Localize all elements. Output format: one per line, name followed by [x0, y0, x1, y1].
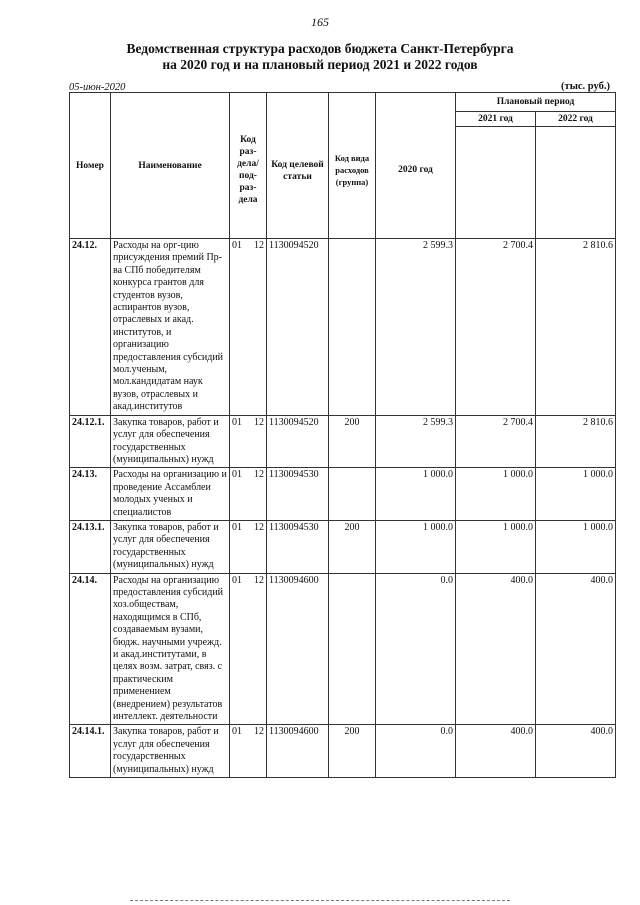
page-number: 165: [311, 15, 329, 29]
table-row: [70, 725, 616, 778]
row-name: Расходы на организацию и проведение Ассамблеи молодых ученых и специалистов: [111, 468, 230, 521]
razdel-code: 01: [232, 574, 242, 586]
header-2021: 2021 год: [456, 112, 536, 127]
row-2021: 1 000.0: [456, 468, 536, 521]
row-kcs: 1130094520: [267, 239, 329, 416]
row-number: 24.12.1.: [70, 415, 111, 468]
row-2020: 0.0: [376, 725, 456, 778]
row-number: 24.13.1.: [70, 520, 111, 573]
row-kcs: 1130094530: [267, 468, 329, 521]
table-row: [70, 239, 616, 416]
table-row: [70, 520, 616, 573]
row-kcs: 1130094600: [267, 725, 329, 778]
row-2022: 1 000.0: [536, 468, 616, 521]
razdel-code: 01: [232, 469, 242, 481]
row-razdel: [230, 520, 267, 573]
row-2022: 1 000.0: [536, 520, 616, 573]
row-name: Закупка товаров, работ и услуг для обеспечения государственных (муниципальных) нужд: [111, 725, 230, 778]
header-2020: 2020 год: [376, 93, 456, 239]
row-kvr: [329, 573, 376, 725]
row-kvr: [329, 468, 376, 521]
row-kvr: 200: [329, 415, 376, 468]
footer-divider: [130, 900, 510, 902]
razdel-code: 01: [232, 416, 242, 428]
subrazdel-code: 12: [254, 416, 264, 428]
row-2020: 0.0: [376, 573, 456, 725]
table-row: [70, 468, 616, 521]
row-kvr: [329, 239, 376, 416]
subrazdel-code: 12: [254, 574, 264, 586]
row-2021: 1 000.0: [456, 520, 536, 573]
units-label: (тыс. руб.): [561, 81, 610, 92]
razdel-code: 01: [232, 521, 242, 533]
header-row-1: [70, 93, 616, 112]
row-2022: 400.0: [536, 573, 616, 725]
subrazdel-code: 12: [254, 726, 264, 738]
row-name: Закупка товаров, работ и услуг для обеспечения государственных (муниципальных) нужд: [111, 520, 230, 573]
razdel-code: 01: [232, 726, 242, 738]
row-2020: 1 000.0: [376, 468, 456, 521]
table-row: [70, 573, 616, 725]
header-name: Наименование: [111, 93, 230, 239]
header-kvr: Код вида расходов (группа): [329, 93, 376, 239]
row-2021: 400.0: [456, 725, 536, 778]
row-name: Закупка товаров, работ и услуг для обеспечения государственных (муниципальных) нужд: [111, 415, 230, 468]
row-kcs: 1130094520: [267, 415, 329, 468]
header-number: Номер: [70, 93, 111, 239]
budget-table: [69, 92, 616, 778]
table-row: [70, 415, 616, 468]
row-razdel: [230, 573, 267, 725]
title-line-1: Ведомственная структура расходов бюджета Санкт-Петербурга: [126, 41, 514, 56]
subrazdel-code: 12: [254, 240, 264, 251]
row-2020: 2 599.3: [376, 415, 456, 468]
row-2021: 2 700.4: [456, 239, 536, 416]
header-planned-period: Плановый период: [456, 93, 616, 112]
document-title: [0, 41, 640, 73]
row-razdel: [230, 239, 267, 416]
title-line-2: на 2020 год и на плановый период 2021 и 2022 годов: [162, 57, 478, 72]
document-date: 05-июн-2020: [69, 82, 126, 93]
row-kcs: 1130094600: [267, 573, 329, 725]
row-razdel: [230, 468, 267, 521]
row-razdel: [230, 725, 267, 778]
row-2022: 2 810.6: [536, 415, 616, 468]
subrazdel-code: 12: [254, 521, 264, 533]
row-kvr: 200: [329, 520, 376, 573]
row-razdel: [230, 415, 267, 468]
row-2022: 400.0: [536, 725, 616, 778]
header-razdel: Код раз- дела/ под- раз- дела: [230, 93, 267, 239]
subrazdel-code: 12: [254, 469, 264, 481]
row-2022: 2 810.6: [536, 239, 616, 416]
row-2021: 400.0: [456, 573, 536, 725]
row-number: 24.14.1.: [70, 725, 111, 778]
razdel-code: 01: [232, 240, 242, 251]
row-name: Расходы на орг-цию присуждения премий Пр-ва СПб победителям конкурса грантов для студентов вузов, аспирантов вузов, отраслевых и акад. институтов, и организацию предоставления субсидий мол.ученым, мол.кандидатам наук вузов, отраслевых и акад.институтов: [111, 239, 230, 416]
row-2020: 2 599.3: [376, 239, 456, 416]
row-2020: 1 000.0: [376, 520, 456, 573]
header-2022: 2022 год: [536, 112, 616, 127]
row-kcs: 1130094530: [267, 520, 329, 573]
row-2021: 2 700.4: [456, 415, 536, 468]
row-kvr: 200: [329, 725, 376, 778]
row-number: 24.12.: [70, 239, 111, 416]
row-name: Расходы на организацию предоставления субсидий хоз.обществам, находящимся в СПб, создаваемым вузами, бюдж. научными учрежд. и акад.институтами, в целях возм. затрат, связ. с практическим применением (внедрением) результатов интеллект. деятельности: [111, 573, 230, 725]
header-kcs: Код целевой статьи: [267, 93, 329, 239]
row-number: 24.13.: [70, 468, 111, 521]
row-number: 24.14.: [70, 573, 111, 725]
